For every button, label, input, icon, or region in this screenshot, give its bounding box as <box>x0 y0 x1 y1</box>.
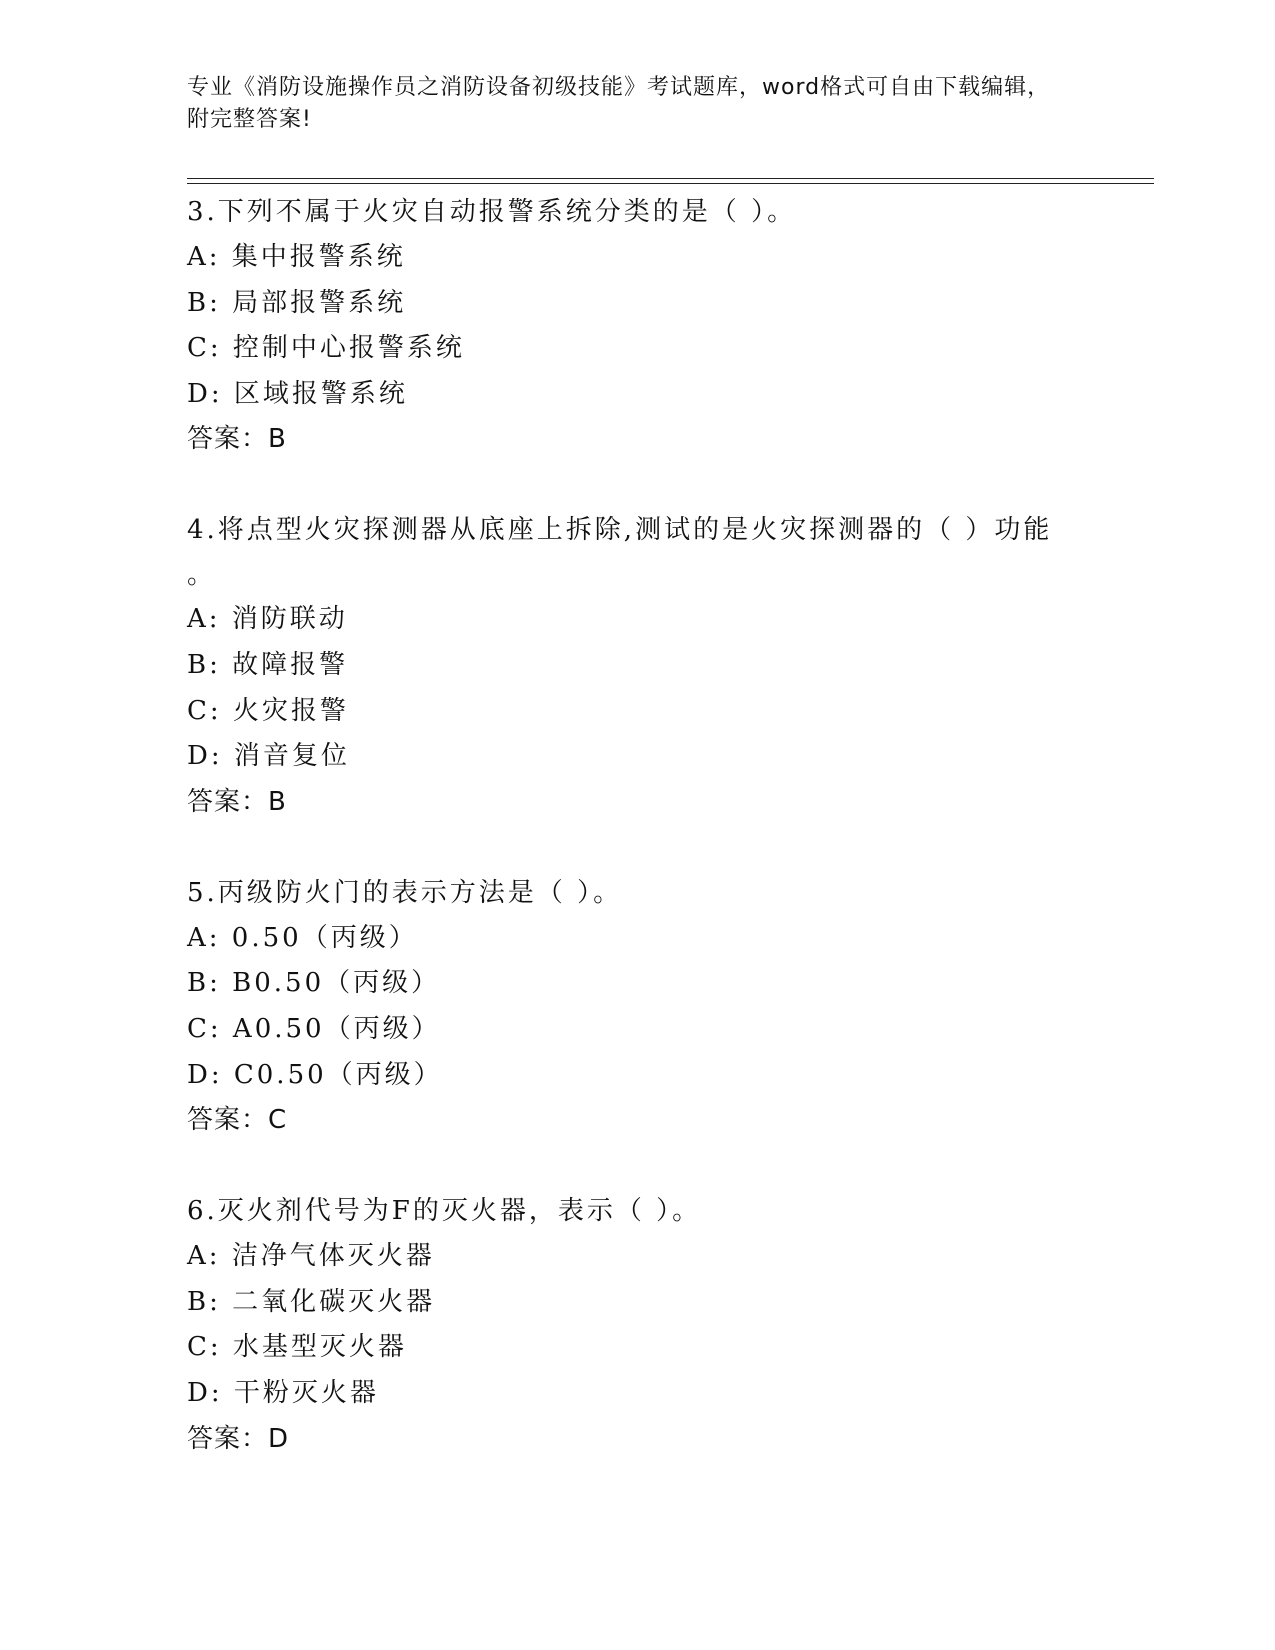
question-list <box>187 190 1087 1462</box>
option-d: D: 干粉灭火器 <box>187 1377 379 1408</box>
answer: 答案：D <box>187 1423 290 1454</box>
option-a: A: 集中报警系统 <box>187 242 406 272</box>
option-a: A: 0.50（丙级） <box>187 922 418 953</box>
option-b: B: 二氧化碳灭火器 <box>187 1286 436 1317</box>
answer: 答案：B <box>187 424 287 455</box>
option-b: B: B0.50（丙级） <box>187 968 441 999</box>
answer: 答案：B <box>187 786 287 817</box>
option-d: D: C0.50（丙级） <box>187 1059 443 1090</box>
header-divider-top <box>187 178 1154 179</box>
document-intro: 专业《消防设施操作员之消防设备初级技能》考试题库，word格式可自由下载编辑，附完整答案! <box>187 75 1051 132</box>
question-5 <box>187 871 1087 1189</box>
option-b: B: 故障报警 <box>187 649 349 680</box>
option-b: B: 局部报警系统 <box>187 287 407 318</box>
question-stem-continuation: 。 <box>187 560 217 591</box>
question-3 <box>187 190 1087 508</box>
spacer <box>187 825 1087 871</box>
question-stem: 6.灭火剂代号为F的灭火器，表示（ ）。 <box>187 1196 702 1227</box>
question-stem: 5.丙级防火门的表示方法是（ ）。 <box>187 877 623 908</box>
option-a: A: 洁净气体灭火器 <box>187 1241 435 1272</box>
answer: 答案：C <box>187 1105 288 1136</box>
option-c: C: 控制中心报警系统 <box>187 333 465 364</box>
question-stem: 3.下列不属于火灾自动报警系统分类的是（ ）。 <box>187 197 797 227</box>
spacer <box>187 1143 1087 1189</box>
option-d: D: 区域报警系统 <box>187 378 408 409</box>
question-4 <box>187 508 1087 870</box>
option-d: D: 消音复位 <box>187 741 350 772</box>
option-c: C: 火灾报警 <box>187 695 349 726</box>
header-divider-bottom <box>187 183 1154 184</box>
question-6 <box>187 1189 1087 1461</box>
option-a: A: 消防联动 <box>187 604 348 635</box>
option-c: C: 水基型灭火器 <box>187 1332 407 1363</box>
spacer <box>187 462 1087 508</box>
option-c: C: A0.50（丙级） <box>187 1013 441 1044</box>
question-stem: 4.将点型火灾探测器从底座上拆除,测试的是火灾探测器的（ ）功能 <box>187 515 1053 546</box>
